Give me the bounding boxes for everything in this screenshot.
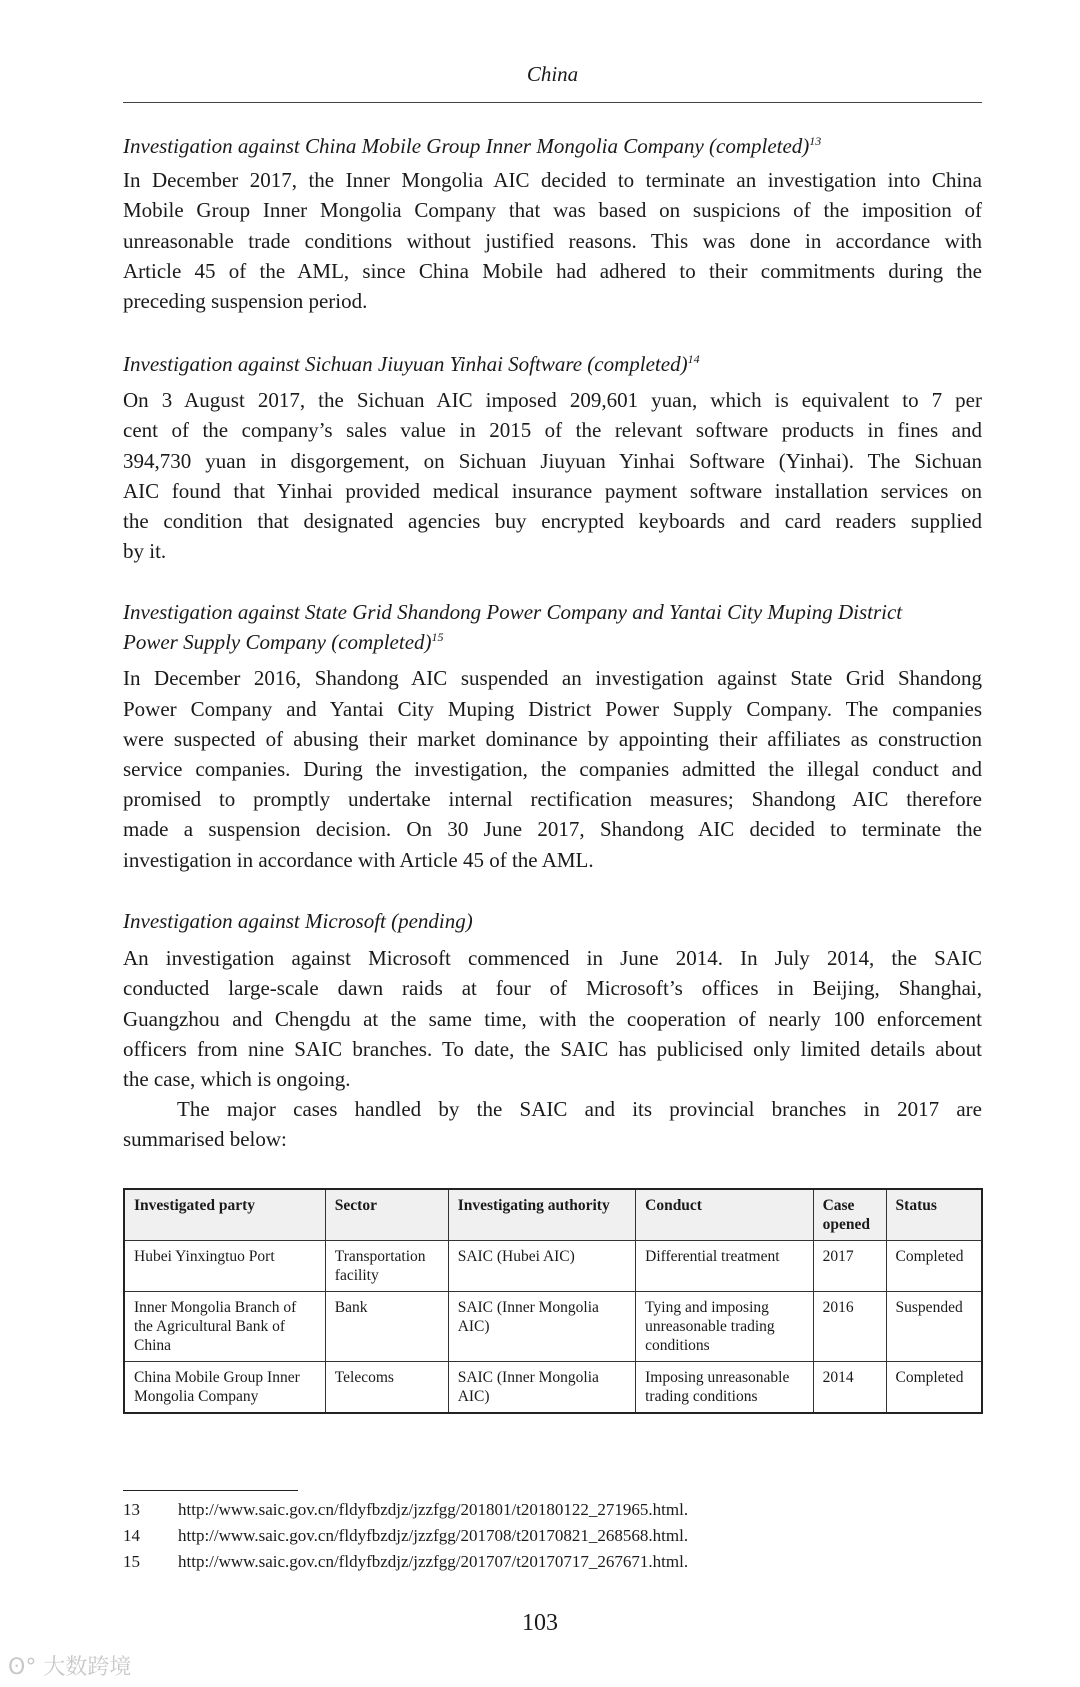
text-line: officers from nine SAIC branches. To date, the SAIC has publicised only limited details about	[123, 1036, 982, 1061]
column-header: Investigating authority	[448, 1189, 635, 1241]
text-line: summarised below:	[123, 1127, 287, 1152]
footnote-number: 13	[123, 1500, 140, 1519]
footnote-ref[interactable]: 13	[809, 134, 822, 148]
text-line: An investigation against Microsoft commenced in June 2014. In July 2014, the SAIC	[123, 946, 982, 971]
section-state-grid	[123, 597, 982, 875]
text-line: Mobile Group Inner Mongolia Company that was based on suspicions of the imposition of	[123, 198, 982, 223]
section-sichuan	[123, 349, 982, 566]
table-cell: Bank	[325, 1292, 448, 1362]
section-heading: Investigation against Microsoft (pending)	[123, 909, 473, 933]
table-cell: Hubei Yinxingtuo Port	[124, 1241, 325, 1292]
column-header: Conduct	[636, 1189, 813, 1241]
text-line: the case, which is ongoing.	[123, 1067, 351, 1092]
running-header: China	[526, 62, 579, 86]
text-line: 394,730 yuan in disgorgement, on Sichuan Jiuyuan Yinhai Software (Yinhai). The Sichuan	[123, 448, 982, 473]
section-heading	[123, 349, 982, 379]
page-number: 103	[522, 1610, 558, 1636]
table-cell: China Mobile Group Inner Mongolia Company	[124, 1362, 325, 1414]
table-cell: Transportation facility	[325, 1241, 448, 1292]
table-cell: Suspended	[886, 1292, 982, 1362]
text-line: Article 45 of the AML, since China Mobile had adhered to their commitments during the	[123, 258, 982, 283]
table-header-row	[124, 1189, 982, 1241]
text-line: preceding suspension period.	[123, 289, 368, 314]
paragraph	[123, 165, 982, 316]
text-line: conducted large-scale dawn raids at four of Microsoft’s offices in Beijing, Shanghai,	[123, 976, 982, 1001]
text-line: In December 2017, the Inner Mongolia AIC decided to terminate an investigation into China	[123, 168, 982, 193]
text-line: service companies. During the investigation, the companies admitted the illegal conduct and	[123, 757, 982, 782]
table-cell: SAIC (Inner Mongolia AIC)	[448, 1292, 635, 1362]
heading-text: Investigation against China Mobile Group Inner Mongolia Company (completed)	[123, 134, 810, 158]
paragraph	[123, 663, 982, 874]
text-line: Guangzhou and Chengdu at the same time, with the cooperation of nearly 100 enforcement	[123, 1006, 982, 1031]
column-header: Investigated party	[124, 1189, 325, 1241]
summary-paragraph	[123, 1094, 982, 1154]
table-cell: Imposing unreasonable trading conditions	[636, 1362, 813, 1414]
table-cell: Completed	[886, 1362, 982, 1414]
text-line: unreasonable trade conditions without justified reasons. This was done in accordance with	[123, 228, 982, 253]
paragraph	[123, 385, 982, 566]
heading-text: Investigation against Sichuan Jiuyuan Yinhai Software (completed)	[123, 352, 688, 376]
text-line: AIC found that Yinhai provided medical insurance payment software installation services on	[123, 478, 982, 503]
table-cell: 2014	[813, 1362, 886, 1414]
table-cell: Telecoms	[325, 1362, 448, 1414]
table-row	[124, 1241, 982, 1292]
footnote-number: 15	[123, 1552, 140, 1571]
table-cell: 2017	[813, 1241, 886, 1292]
footnote-ref[interactable]: 14	[687, 352, 700, 366]
watermark-text: 大数跨境	[43, 1655, 132, 1680]
table-cell: Tying and imposing unreasonable trading conditions	[636, 1292, 813, 1362]
section-microsoft	[123, 906, 982, 1155]
text-line: by it.	[123, 539, 167, 564]
text-line: investigation in accordance with Article 45 of the AML.	[123, 847, 594, 872]
paragraph	[123, 943, 982, 1094]
column-header: Status	[886, 1189, 982, 1241]
text-line: On 3 August 2017, the Sichuan AIC imposed 209,601 yuan, which is equivalent to 7 per	[123, 388, 982, 413]
watermark-logo	[8, 1650, 131, 1681]
footnote	[123, 1526, 688, 1546]
text-line: the condition that designated agencies buy encrypted keyboards and card readers supplied	[123, 509, 982, 534]
footnote-link[interactable]: http://www.saic.gov.cn/fldyfbzdjz/jzzfgg/201801/t20180122_271965.html.	[178, 1500, 689, 1519]
table-row	[124, 1362, 982, 1414]
text-line: The major cases handled by the SAIC and its provincial branches in 2017 are	[177, 1097, 982, 1122]
watermark-icon: ʘ°	[8, 1655, 44, 1680]
text-line: cent of the company’s sales value in 2015 of the relevant software products in fines and	[123, 418, 982, 443]
section-heading	[123, 131, 982, 161]
text-line: made a suspension decision. On 30 June 2017, Shandong AIC decided to terminate the	[123, 817, 982, 842]
footnote-ref[interactable]: 15	[431, 630, 444, 645]
table-cell: Inner Mongolia Branch of the Agricultural Bank of China	[124, 1292, 325, 1362]
footnote-rule	[123, 1490, 298, 1491]
footnote-link[interactable]: http://www.saic.gov.cn/fldyfbzdjz/jzzfgg/201707/t20170717_267671.html.	[178, 1552, 689, 1571]
table-cell: 2016	[813, 1292, 886, 1362]
footnote	[123, 1552, 688, 1572]
text-line: were suspected of abusing their market dominance by appointing their affiliates as construction	[123, 726, 982, 751]
table-cell: SAIC (Inner Mongolia AIC)	[448, 1362, 635, 1414]
text-line: Power Company and Yantai City Muping District Power Supply Company. The companies	[123, 696, 982, 721]
footnote-number: 14	[123, 1526, 140, 1545]
column-header: Sector	[325, 1189, 448, 1241]
table-cell: Differential treatment	[636, 1241, 813, 1292]
column-header: Case opened	[813, 1189, 886, 1241]
footnote	[123, 1500, 688, 1520]
section-heading: Investigation against State Grid Shandong Power Company and Yantai City Muping District	[123, 600, 903, 624]
section-heading-cont	[123, 627, 982, 657]
cases-table	[123, 1188, 983, 1414]
section-china-mobile	[123, 131, 982, 316]
table-cell: Completed	[886, 1241, 982, 1292]
footnote-link[interactable]: http://www.saic.gov.cn/fldyfbzdjz/jzzfgg/201708/t20170821_268568.html.	[178, 1526, 689, 1545]
table-row	[124, 1292, 982, 1362]
heading-text: Power Supply Company (completed)	[123, 630, 432, 655]
text-line: In December 2016, Shandong AIC suspended an investigation against State Grid Shandong	[123, 666, 982, 691]
header-rule	[123, 102, 982, 103]
text-line: promised to promptly undertake internal rectification measures; Shandong AIC therefore	[123, 787, 982, 812]
table-cell: SAIC (Hubei AIC)	[448, 1241, 635, 1292]
